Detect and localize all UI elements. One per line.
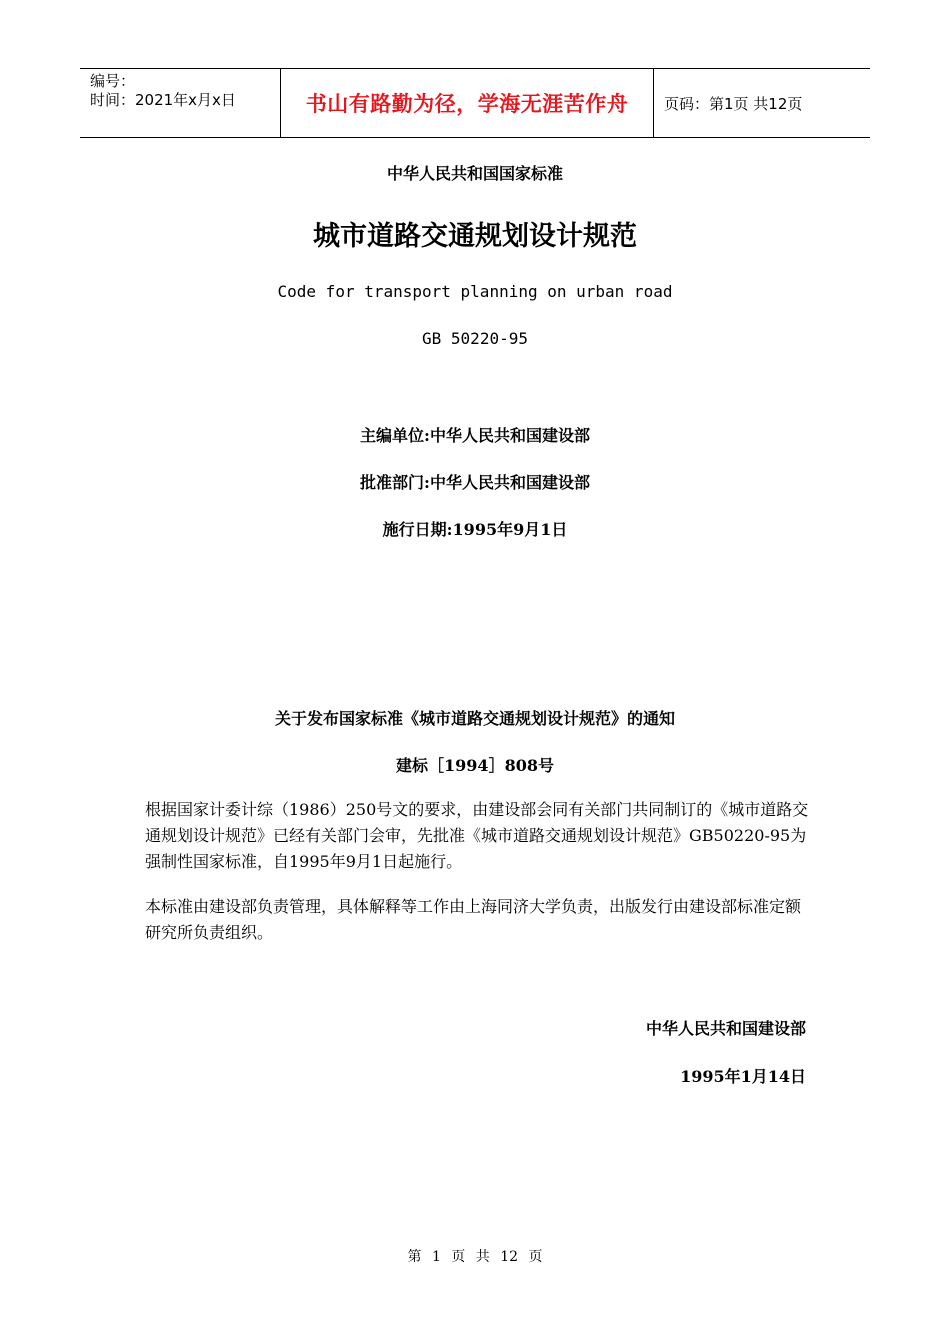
standard-type: 中华人民共和国国家标准 bbox=[386, 164, 563, 183]
signature-organization: 中华人民共和国建设部 bbox=[645, 1019, 806, 1038]
page-footer: 第 1 页 共 12 页 bbox=[407, 1249, 543, 1265]
page-header bbox=[80, 68, 870, 138]
approval-department: 批准部门:中华人民共和国建设部 bbox=[360, 473, 590, 492]
header-page-info: 页码：第1页 共12页 bbox=[664, 94, 803, 113]
english-title: Code for transport planning on urban road bbox=[277, 282, 673, 301]
editor-unit: 主编单位:中华人民共和国建设部 bbox=[360, 426, 590, 445]
number-label: 编号： bbox=[90, 72, 136, 90]
notice-paragraph: 根据国家计委计综（1986）250号文的要求，由建设部会同有关部门共同制订的《城市道路交通规划设计规范》已经有关部门会审，先批准《城市道路交通规划设计规范》GB50220-95为强制性国家标准，自1995年9月1日起施行。 bbox=[145, 800, 809, 871]
document-title: 城市道路交通规划设计规范 bbox=[313, 221, 637, 252]
signature-date: 1995年1月14日 bbox=[680, 1067, 806, 1086]
motto-text: 书山有路勤为径，学海无涯苦作舟 bbox=[305, 92, 629, 116]
standard-code: GB 50220-95 bbox=[422, 329, 528, 348]
notice-doc-number: 建标［1994］808号 bbox=[396, 756, 554, 775]
header-page-cell bbox=[654, 69, 870, 137]
header-motto-cell bbox=[281, 69, 654, 137]
notice-paragraph: 本标准由建设部负责管理，具体解释等工作由上海同济大学负责，出版发行由建设部标准定额研究所负责组织。 bbox=[145, 897, 802, 942]
effective-date: 施行日期:1995年9月1日 bbox=[382, 520, 568, 539]
time-label: 时间：2021年x月x日 bbox=[90, 91, 236, 109]
notice-title: 关于发布国家标准《城市道路交通规划设计规范》的通知 bbox=[274, 709, 675, 728]
header-meta-cell bbox=[80, 69, 281, 137]
